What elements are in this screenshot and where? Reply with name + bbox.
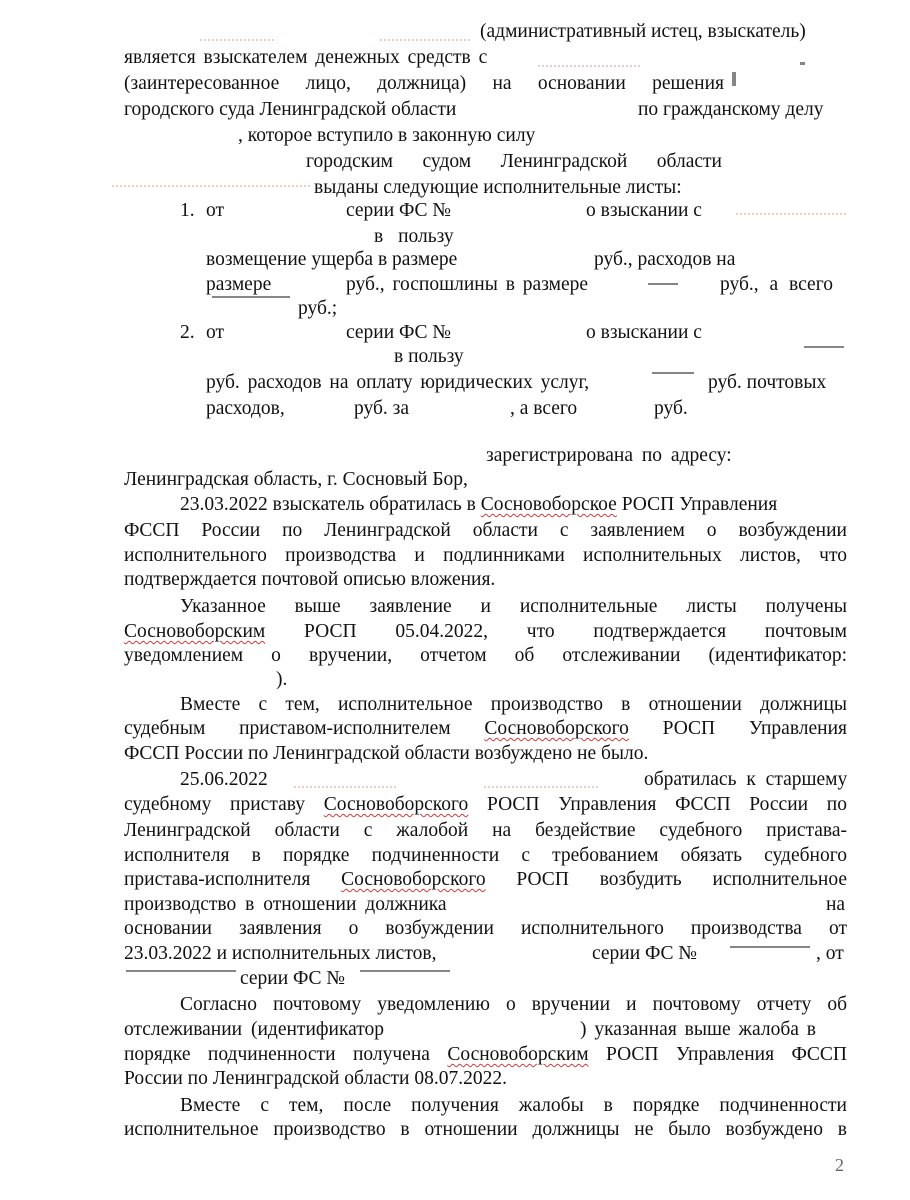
text-line: руб. за [354, 398, 410, 419]
text-line: (административный истец, взыскатель) [480, 21, 806, 42]
text-line: в пользу [394, 346, 464, 367]
text-line: возмещение ущерба в размере [206, 249, 458, 270]
text-line: серии ФС № [240, 968, 345, 989]
text-line: Указанное выше заявление и исполнительные листы получены [180, 596, 847, 617]
text-line: руб.; [298, 298, 338, 319]
text-line: 23.03.2022 взыскатель обратилась в Сосновоборское РОСП Управления [180, 494, 778, 515]
text-line: о взыскании с [586, 322, 702, 343]
text-line: зарегистрирована по адресу: [486, 445, 732, 466]
text-line: руб. расходов на оплату юридических услуг, [206, 372, 590, 393]
redaction-trace [730, 946, 810, 948]
text-line: руб. почтовых [708, 372, 827, 393]
text-line: уведомлением о вручении, отчетом об отслеживании (идентификатор: [124, 645, 847, 666]
list-item-number: 1. [180, 200, 195, 221]
text-line: Согласно почтовому уведомлению о вручении и почтовому отчету об [180, 994, 847, 1015]
redaction-trace [652, 372, 694, 374]
text-line: руб., а всего [720, 274, 833, 295]
text-line: является взыскателем денежных средств с [124, 47, 488, 68]
text-line: размере [206, 274, 272, 295]
text-line: исполнительное производство в отношении должницы не было возбуждено в [124, 1119, 847, 1140]
text-line: на [826, 894, 846, 915]
spellcheck-word: Сосновоборское [480, 494, 617, 515]
text-line: Вместе с тем, после получения жалобы в порядке подчиненности [180, 1095, 847, 1116]
text-line: ФССП России по Ленинградской области возбуждено не было. [124, 743, 649, 764]
spellcheck-word: Сосновоборским [124, 621, 266, 642]
text-line: руб., расходов на [594, 249, 736, 270]
text-line: обратилась к старшему [644, 769, 848, 790]
text-line: , от [816, 943, 844, 964]
text-line: , а всего [510, 398, 578, 419]
redaction-trace [360, 970, 450, 972]
text-line: производство в отношении должника [124, 894, 447, 915]
text-line: пристава-исполнителя Сосновоборского РОСП возбудить исполнительное [124, 869, 848, 890]
spellcheck-word: Сосновоборского [341, 869, 486, 890]
text-line: основании заявления о возбуждении исполнительного производства от [124, 918, 847, 939]
spellcheck-word: Сосновоборского [484, 718, 629, 739]
text-line: ФССП России по Ленинградской области с заявлением о возбуждении [124, 520, 847, 541]
redaction-trace [732, 72, 736, 86]
text-line: исполнителя в порядке подчиненности с требованием обязать судебного [124, 845, 847, 866]
text-line: 23.03.2022 и исполнительных листов, [124, 943, 437, 964]
text-line: судебному приставу Сосновоборского РОСП Управления ФССП России по [124, 794, 847, 815]
text-line: руб. [654, 398, 688, 419]
text-line: расходов, [206, 398, 285, 419]
spellcheck-word: Сосновоборского [323, 794, 469, 815]
list-item-number: 2. [180, 322, 195, 343]
text-line: России по Ленинградской области 08.07.2022. [124, 1068, 507, 1089]
text-line: по гражданскому делу [638, 99, 824, 120]
text-line: Вместе с тем, исполнительное производство в отношении должницы [180, 694, 847, 715]
text-line: от [206, 322, 225, 343]
text-line: , которое вступило в законную силу [238, 125, 536, 146]
text-line: отслеживании (идентификатор [124, 1019, 385, 1040]
text-line: серии ФС № [592, 943, 697, 964]
text-line: подтверждается почтовой описью вложения. [124, 569, 496, 590]
text-line: порядке подчиненности получена Сосновоборским РОСП Управления ФССП [124, 1044, 847, 1065]
text-line: судебным приставом-исполнителем Сосновоборского РОСП Управления [124, 718, 848, 739]
text-line: ). [276, 669, 288, 690]
redaction-trace [800, 62, 805, 65]
text-line: выданы следующие исполнительные листы: [314, 177, 682, 198]
text-line: исполнительного производства и подлинниками исполнительных листов, что [124, 545, 847, 566]
text-line: городским судом Ленинградской области [306, 151, 722, 172]
text-line: (заинтересованное лицо, должница) на основании решения [124, 73, 724, 94]
text-line: 25.06.2022 [180, 769, 268, 790]
text-line: о взыскании с [586, 200, 702, 221]
text-line: Ленинградской области с жалобой на бездействие судебного пристава- [124, 820, 847, 841]
spellcheck-word: Сосновоборским [447, 1044, 589, 1065]
text-line: серии ФС № [346, 322, 451, 343]
text-line: Ленинградская область, г. Сосновый Бор, [124, 469, 468, 490]
text-line: от [206, 200, 225, 221]
text-line: в пользу [374, 226, 454, 247]
page-number: 2 [835, 1155, 844, 1175]
text-line: городского суда Ленинградской области [124, 99, 457, 120]
redaction-trace [804, 346, 844, 348]
text-line: Сосновоборским РОСП 05.04.2022, что подтверждается почтовым [124, 621, 848, 642]
text-line: ) указанная выше жалоба в [580, 1019, 816, 1040]
text-line: руб., госпошлины в размере [346, 274, 589, 295]
redaction-trace [648, 283, 678, 285]
text-line: серии ФС № [346, 200, 451, 221]
redaction-trace [126, 970, 236, 972]
